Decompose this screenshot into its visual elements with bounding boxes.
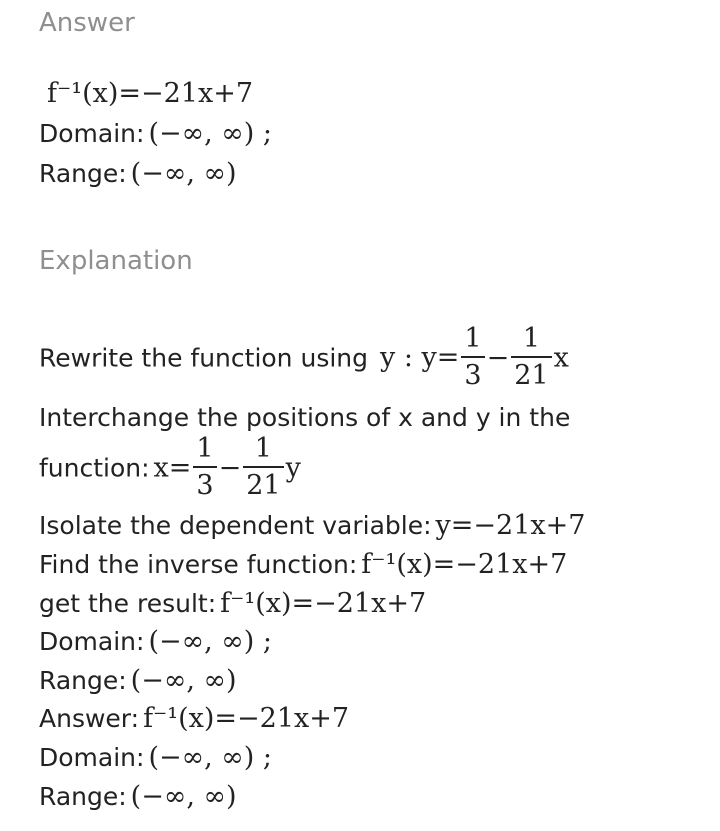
step-result (39, 590, 426, 617)
step-isolate-math: y=−21x+7 (435, 510, 586, 541)
step-rewrite: Rewrite the function using y : y= $\frac{1}{3}$ − $\frac{1}{21}$ x (39, 323, 569, 392)
fraction-one-twentyfirst: $\frac{1}{21}$ (511, 325, 551, 391)
step-interchange-math-prefix: x= (153, 452, 192, 484)
step-find-inverse (39, 551, 567, 578)
step-result-math: f⁻¹(x)=−21x+7 (220, 588, 427, 619)
step-find-inverse-text: Find the inverse function: (39, 550, 358, 579)
fraction-one-third: $\frac{1}{3}$ (461, 325, 484, 391)
answer-range (39, 160, 237, 187)
step-answer-label: Answer: (39, 704, 140, 733)
step-answer-range (39, 783, 237, 810)
answer-domain-label: Domain: (39, 119, 145, 148)
answer-domain-math: (−∞, ∞) ; (148, 118, 272, 149)
step-answer (39, 705, 349, 732)
step-range-label: Range: (39, 666, 127, 695)
answer-domain (39, 120, 272, 147)
step-interchange-line2: function: x= $\frac{1}{3}$ − $\frac{1}{21}$ y (39, 433, 301, 502)
answer-formula (47, 80, 253, 107)
step-isolate (39, 512, 585, 539)
step-answer-domain-label: Domain: (39, 743, 145, 772)
step-interchange-line1: Interchange the positions of x and y in the (39, 403, 571, 432)
step-domain-math: (−∞, ∞) ; (148, 626, 272, 657)
answer-formula-math: f⁻¹(x)=−21x+7 (47, 78, 253, 109)
step-answer-domain-math: (−∞, ∞) ; (148, 742, 272, 773)
step-result-text: get the result: (39, 589, 217, 618)
step-answer-range-label: Range: (39, 782, 127, 811)
step-answer-math: f⁻¹(x)=−21x+7 (143, 703, 350, 734)
step-domain-label: Domain: (39, 627, 145, 656)
answer-heading: Answer (39, 8, 135, 38)
fraction-one-third: $\frac{1}{3}$ (193, 435, 216, 501)
step-domain (39, 628, 272, 655)
step-find-inverse-math: f⁻¹(x)=−21x+7 (361, 549, 568, 580)
step-range (39, 667, 237, 694)
step-answer-domain (39, 744, 272, 771)
step-rewrite-math-prefix: y : y= (380, 342, 460, 374)
step-rewrite-text: Rewrite the function using (39, 343, 369, 373)
step-answer-range-math: (−∞, ∞) (130, 781, 237, 812)
step-interchange-text: function: (39, 453, 150, 483)
answer-range-label: Range: (39, 159, 127, 188)
step-isolate-text: Isolate the dependent variable: (39, 511, 432, 540)
answer-range-math: (−∞, ∞) (130, 158, 237, 189)
step-range-math: (−∞, ∞) (130, 665, 237, 696)
fraction-one-twentyfirst: $\frac{1}{21}$ (243, 435, 283, 501)
explanation-heading: Explanation (39, 246, 193, 276)
